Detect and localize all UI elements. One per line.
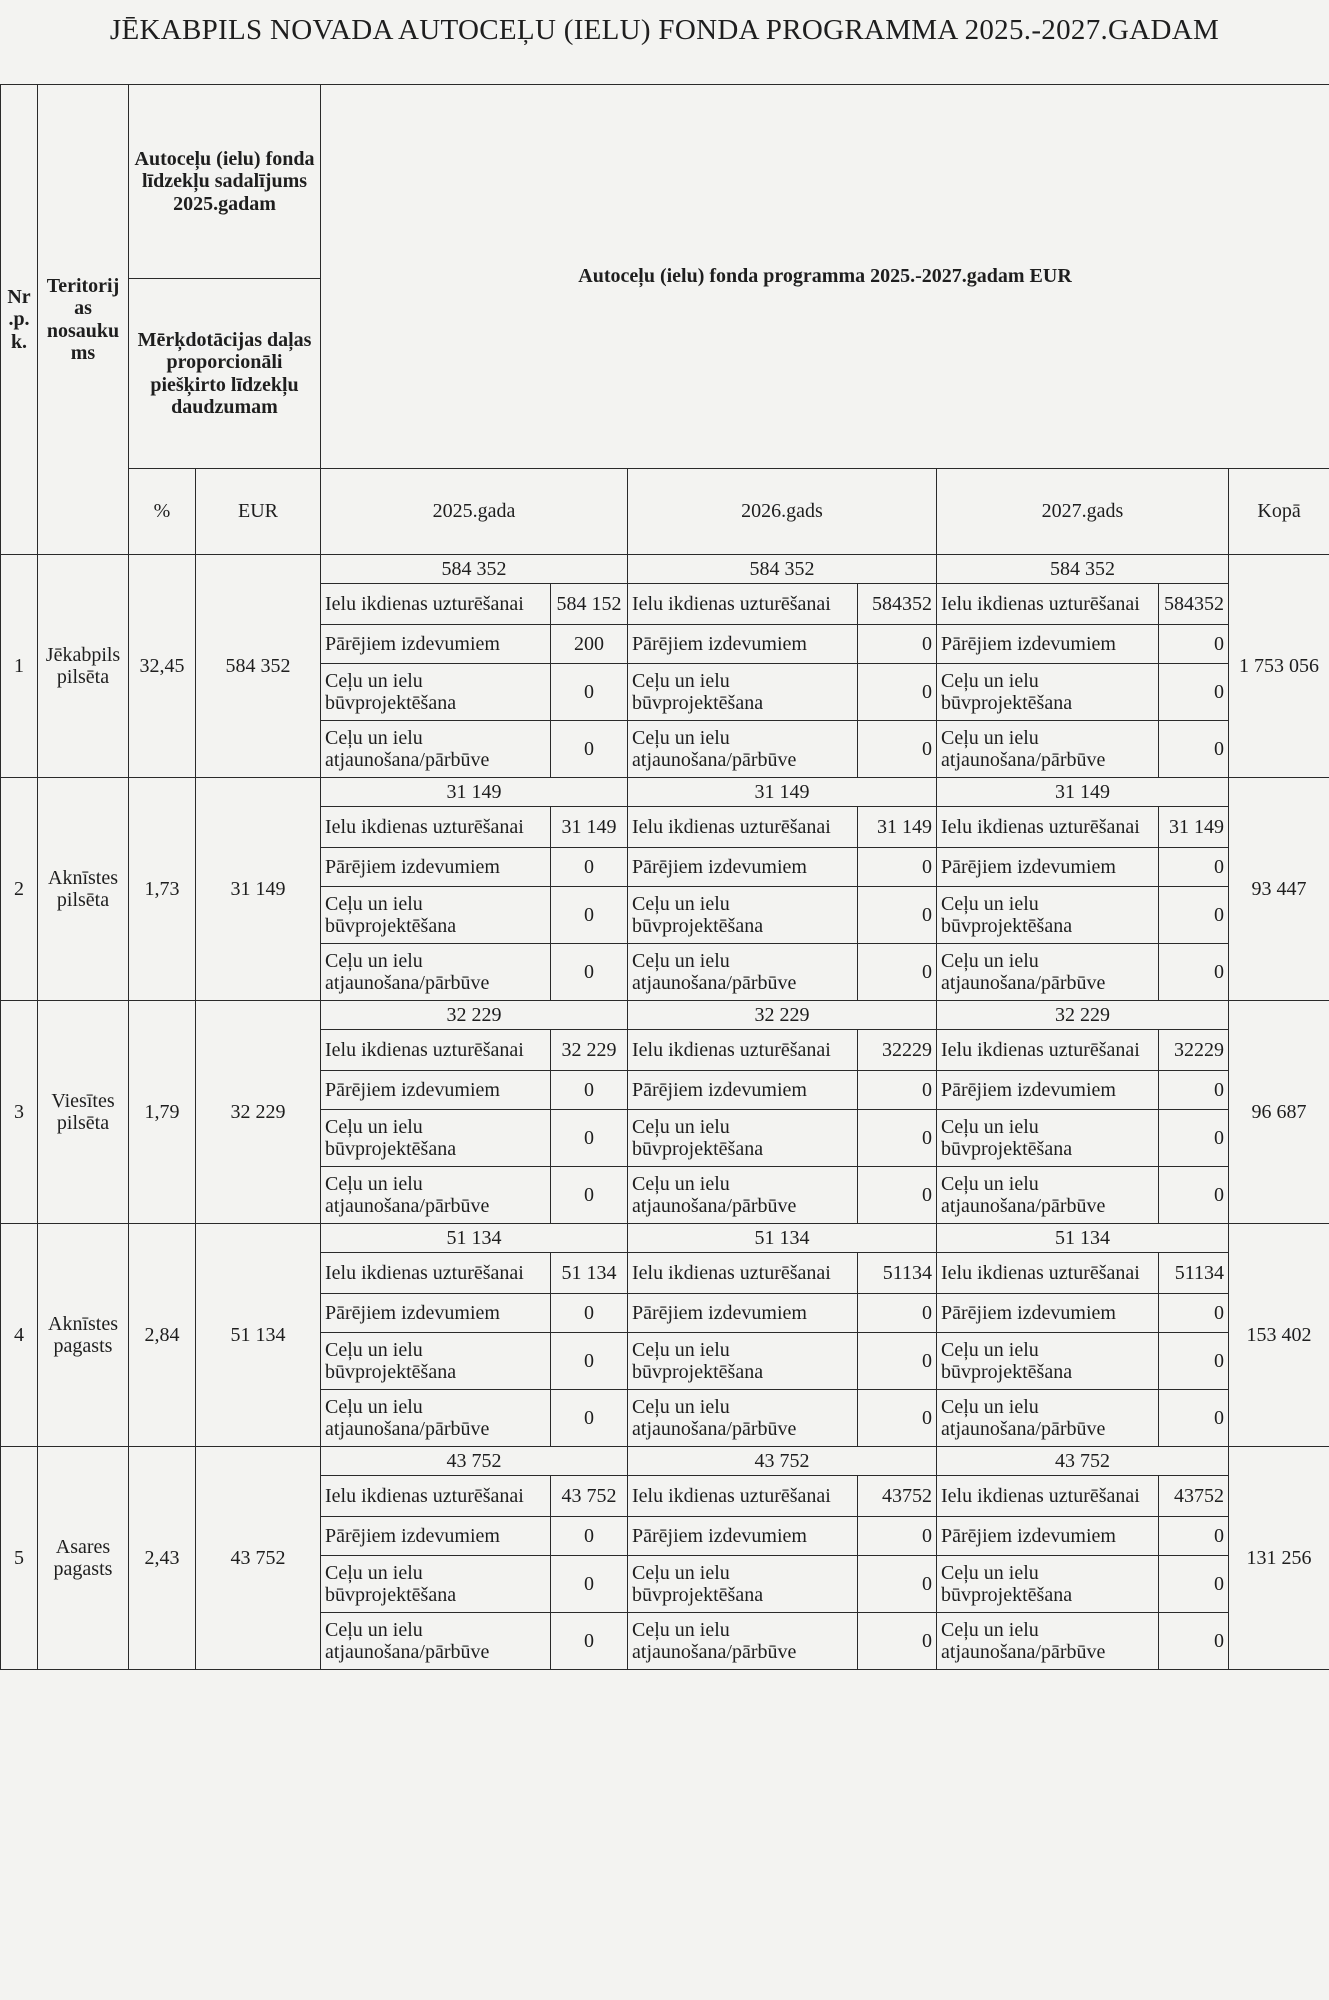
item-value: 0 xyxy=(1159,1294,1229,1333)
item-value: 0 xyxy=(1159,1517,1229,1556)
year-total: 31 149 xyxy=(628,778,937,807)
header-eur: EUR xyxy=(196,469,321,555)
item-value: 0 xyxy=(858,1390,937,1447)
item-value: 200 xyxy=(551,625,628,664)
row-total: 1 753 056 xyxy=(1229,555,1329,778)
row-territory-name: Aknīstes pagasts xyxy=(38,1224,129,1447)
header-distribution: Autoceļu (ielu) fonda līdzekļu sadalījums 2025.gadam xyxy=(129,85,321,279)
item-label: Pārējiem izdevumiem xyxy=(628,1071,858,1110)
item-value: 31 149 xyxy=(858,807,937,848)
item-value: 0 xyxy=(858,664,937,721)
item-value: 43 752 xyxy=(551,1476,628,1517)
year-total: 51 134 xyxy=(628,1224,937,1253)
item-label: Ielu ikdienas uzturēšanai xyxy=(628,1476,858,1517)
year-total: 43 752 xyxy=(937,1447,1229,1476)
row-total: 93 447 xyxy=(1229,778,1329,1001)
item-value: 0 xyxy=(1159,1556,1229,1613)
item-label: Ceļu un ielu atjaunošana/pārbūve xyxy=(321,1167,551,1224)
year-total: 32 229 xyxy=(321,1001,628,1030)
item-label: Ceļu un ielu atjaunošana/pārbūve xyxy=(937,1167,1159,1224)
item-value: 43752 xyxy=(858,1476,937,1517)
item-value: 0 xyxy=(858,1294,937,1333)
row-nr: 1 xyxy=(1,555,38,778)
year-total: 51 134 xyxy=(937,1224,1229,1253)
year-total: 31 149 xyxy=(321,778,628,807)
item-label: Pārējiem izdevumiem xyxy=(628,1517,858,1556)
item-value: 0 xyxy=(1159,664,1229,721)
item-value: 0 xyxy=(1159,1071,1229,1110)
item-value: 0 xyxy=(551,887,628,944)
item-label: Ielu ikdienas uzturēšanai xyxy=(321,584,551,625)
row-percent: 2,43 xyxy=(129,1447,196,1670)
item-value: 0 xyxy=(1159,721,1229,778)
item-label: Ceļu un ielu būvprojektēšana xyxy=(628,1110,858,1167)
item-label: Ielu ikdienas uzturēšanai xyxy=(937,1030,1159,1071)
item-label: Ceļu un ielu atjaunošana/pārbūve xyxy=(628,1390,858,1447)
header-year-2027: 2027.gads xyxy=(937,469,1229,555)
row-territory-name: Jēkabpils pilsēta xyxy=(38,555,129,778)
item-label: Ceļu un ielu būvprojektēšana xyxy=(937,1110,1159,1167)
header-year-2025: 2025.gada xyxy=(321,469,628,555)
item-label: Ielu ikdienas uzturēšanai xyxy=(321,807,551,848)
item-value: 0 xyxy=(551,1294,628,1333)
year-total: 584 352 xyxy=(937,555,1229,584)
year-total: 584 352 xyxy=(628,555,937,584)
item-label: Pārējiem izdevumiem xyxy=(937,848,1159,887)
item-label: Ceļu un ielu atjaunošana/pārbūve xyxy=(628,721,858,778)
item-label: Pārējiem izdevumiem xyxy=(937,625,1159,664)
item-label: Ceļu un ielu atjaunošana/pārbūve xyxy=(321,944,551,1001)
row-nr: 4 xyxy=(1,1224,38,1447)
row-eur: 43 752 xyxy=(196,1447,321,1670)
row-nr: 2 xyxy=(1,778,38,1001)
item-value: 584 152 xyxy=(551,584,628,625)
item-label: Ceļu un ielu atjaunošana/pārbūve xyxy=(628,944,858,1001)
item-label: Ceļu un ielu atjaunošana/pārbūve xyxy=(937,1390,1159,1447)
item-value: 0 xyxy=(551,848,628,887)
item-value: 0 xyxy=(858,1333,937,1390)
row-eur: 31 149 xyxy=(196,778,321,1001)
item-label: Pārējiem izdevumiem xyxy=(937,1294,1159,1333)
item-value: 51 134 xyxy=(551,1253,628,1294)
item-value: 31 149 xyxy=(1159,807,1229,848)
header-program: Autoceļu (ielu) fonda programma 2025.-2027.gadam EUR xyxy=(321,85,1329,469)
item-label: Ielu ikdienas uzturēšanai xyxy=(937,584,1159,625)
item-label: Ielu ikdienas uzturēšanai xyxy=(937,1253,1159,1294)
row-percent: 1,73 xyxy=(129,778,196,1001)
item-value: 32 229 xyxy=(551,1030,628,1071)
item-label: Ielu ikdienas uzturēšanai xyxy=(628,807,858,848)
item-value: 0 xyxy=(551,1556,628,1613)
item-label: Ceļu un ielu būvprojektēšana xyxy=(321,1556,551,1613)
year-total: 32 229 xyxy=(937,1001,1229,1030)
item-label: Pārējiem izdevumiem xyxy=(321,625,551,664)
item-label: Ceļu un ielu atjaunošana/pārbūve xyxy=(321,721,551,778)
item-value: 0 xyxy=(858,1110,937,1167)
fund-program-table xyxy=(0,84,1329,1670)
item-label: Ceļu un ielu būvprojektēšana xyxy=(628,887,858,944)
item-value: 0 xyxy=(551,1517,628,1556)
row-total: 96 687 xyxy=(1229,1001,1329,1224)
row-nr: 5 xyxy=(1,1447,38,1670)
item-value: 0 xyxy=(858,848,937,887)
row-nr: 3 xyxy=(1,1001,38,1224)
item-label: Ceļu un ielu atjaunošana/pārbūve xyxy=(937,721,1159,778)
row-total: 153 402 xyxy=(1229,1224,1329,1447)
item-label: Pārējiem izdevumiem xyxy=(321,848,551,887)
row-percent: 1,79 xyxy=(129,1001,196,1224)
item-value: 0 xyxy=(551,721,628,778)
item-label: Ceļu un ielu atjaunošana/pārbūve xyxy=(937,1613,1159,1670)
item-value: 0 xyxy=(551,1613,628,1670)
row-eur: 584 352 xyxy=(196,555,321,778)
item-value: 0 xyxy=(1159,1333,1229,1390)
item-label: Ceļu un ielu būvprojektēšana xyxy=(628,1333,858,1390)
item-label: Ielu ikdienas uzturēšanai xyxy=(937,1476,1159,1517)
item-value: 584352 xyxy=(1159,584,1229,625)
item-value: 0 xyxy=(858,1556,937,1613)
item-label: Ceļu un ielu būvprojektēšana xyxy=(321,664,551,721)
item-label: Ielu ikdienas uzturēšanai xyxy=(321,1253,551,1294)
item-value: 0 xyxy=(858,944,937,1001)
item-value: 0 xyxy=(1159,1110,1229,1167)
item-label: Ceļu un ielu būvprojektēšana xyxy=(321,1333,551,1390)
item-value: 0 xyxy=(551,1110,628,1167)
item-label: Pārējiem izdevumiem xyxy=(937,1517,1159,1556)
item-label: Ielu ikdienas uzturēšanai xyxy=(628,1253,858,1294)
item-label: Ceļu un ielu atjaunošana/pārbūve xyxy=(628,1613,858,1670)
item-value: 0 xyxy=(1159,944,1229,1001)
item-value: 0 xyxy=(551,1167,628,1224)
item-value: 32229 xyxy=(1159,1030,1229,1071)
row-percent: 2,84 xyxy=(129,1224,196,1447)
item-label: Ielu ikdienas uzturēšanai xyxy=(321,1030,551,1071)
row-percent: 32,45 xyxy=(129,555,196,778)
item-value: 0 xyxy=(858,1613,937,1670)
row-territory-name: Asares pagasts xyxy=(38,1447,129,1670)
item-value: 43752 xyxy=(1159,1476,1229,1517)
item-label: Ceļu un ielu būvprojektēšana xyxy=(937,1556,1159,1613)
item-value: 0 xyxy=(858,721,937,778)
year-total: 43 752 xyxy=(628,1447,937,1476)
item-value: 31 149 xyxy=(551,807,628,848)
item-value: 51134 xyxy=(1159,1253,1229,1294)
item-label: Ceļu un ielu būvprojektēšana xyxy=(321,887,551,944)
item-value: 0 xyxy=(1159,625,1229,664)
row-territory-name: Aknīstes pilsēta xyxy=(38,778,129,1001)
item-label: Ceļu un ielu atjaunošana/pārbūve xyxy=(321,1613,551,1670)
header-year-2026: 2026.gads xyxy=(628,469,937,555)
item-label: Pārējiem izdevumiem xyxy=(937,1071,1159,1110)
row-eur: 51 134 xyxy=(196,1224,321,1447)
item-value: 0 xyxy=(551,1390,628,1447)
row-total: 131 256 xyxy=(1229,1447,1329,1670)
item-label: Ceļu un ielu atjaunošana/pārbūve xyxy=(321,1390,551,1447)
item-value: 0 xyxy=(551,664,628,721)
item-value: 0 xyxy=(858,1517,937,1556)
year-total: 43 752 xyxy=(321,1447,628,1476)
item-value: 0 xyxy=(1159,848,1229,887)
item-label: Ceļu un ielu atjaunošana/pārbūve xyxy=(628,1167,858,1224)
item-value: 0 xyxy=(858,1167,937,1224)
item-value: 0 xyxy=(551,1333,628,1390)
item-label: Ceļu un ielu būvprojektēšana xyxy=(628,1556,858,1613)
header-territory: Teritorij as nosauku ms xyxy=(38,85,129,555)
item-label: Pārējiem izdevumiem xyxy=(628,1294,858,1333)
header-pct: % xyxy=(129,469,196,555)
item-value: 0 xyxy=(858,625,937,664)
item-label: Pārējiem izdevumiem xyxy=(628,848,858,887)
item-label: Ielu ikdienas uzturēšanai xyxy=(937,807,1159,848)
item-value: 0 xyxy=(1159,1613,1229,1670)
item-label: Pārējiem izdevumiem xyxy=(321,1071,551,1110)
item-label: Ceļu un ielu būvprojektēšana xyxy=(937,1333,1159,1390)
item-label: Ceļu un ielu būvprojektēšana xyxy=(321,1110,551,1167)
year-total: 584 352 xyxy=(321,555,628,584)
item-value: 0 xyxy=(858,887,937,944)
item-value: 584352 xyxy=(858,584,937,625)
page-title: JĒKABPILS NOVADA AUTOCEĻU (IELU) FONDA PROGRAMMA 2025.-2027.GADAM xyxy=(109,14,1220,46)
item-value: 0 xyxy=(551,1071,628,1110)
item-label: Ceļu un ielu būvprojektēšana xyxy=(628,664,858,721)
item-value: 0 xyxy=(1159,1390,1229,1447)
item-label: Ceļu un ielu atjaunošana/pārbūve xyxy=(937,944,1159,1001)
header-grant: Mērķdotācijas daļas proporcionāli piešķirto līdzekļu daudzumam xyxy=(129,279,321,469)
row-eur: 32 229 xyxy=(196,1001,321,1224)
item-label: Ceļu un ielu būvprojektēšana xyxy=(937,664,1159,721)
item-value: 32229 xyxy=(858,1030,937,1071)
item-label: Ielu ikdienas uzturēšanai xyxy=(628,1030,858,1071)
item-label: Pārējiem izdevumiem xyxy=(321,1294,551,1333)
item-value: 0 xyxy=(1159,887,1229,944)
item-label: Ceļu un ielu būvprojektēšana xyxy=(937,887,1159,944)
item-label: Ielu ikdienas uzturēšanai xyxy=(628,584,858,625)
item-value: 0 xyxy=(1159,1167,1229,1224)
year-total: 32 229 xyxy=(628,1001,937,1030)
year-total: 51 134 xyxy=(321,1224,628,1253)
header-total: Kopā xyxy=(1229,469,1329,555)
item-label: Pārējiem izdevumiem xyxy=(321,1517,551,1556)
item-label: Ielu ikdienas uzturēšanai xyxy=(321,1476,551,1517)
item-value: 51134 xyxy=(858,1253,937,1294)
row-territory-name: Viesītes pilsēta xyxy=(38,1001,129,1224)
item-value: 0 xyxy=(858,1071,937,1110)
year-total: 31 149 xyxy=(937,778,1229,807)
item-value: 0 xyxy=(551,944,628,1001)
item-label: Pārējiem izdevumiem xyxy=(628,625,858,664)
header-nr: Nr .p. k. xyxy=(1,85,38,555)
